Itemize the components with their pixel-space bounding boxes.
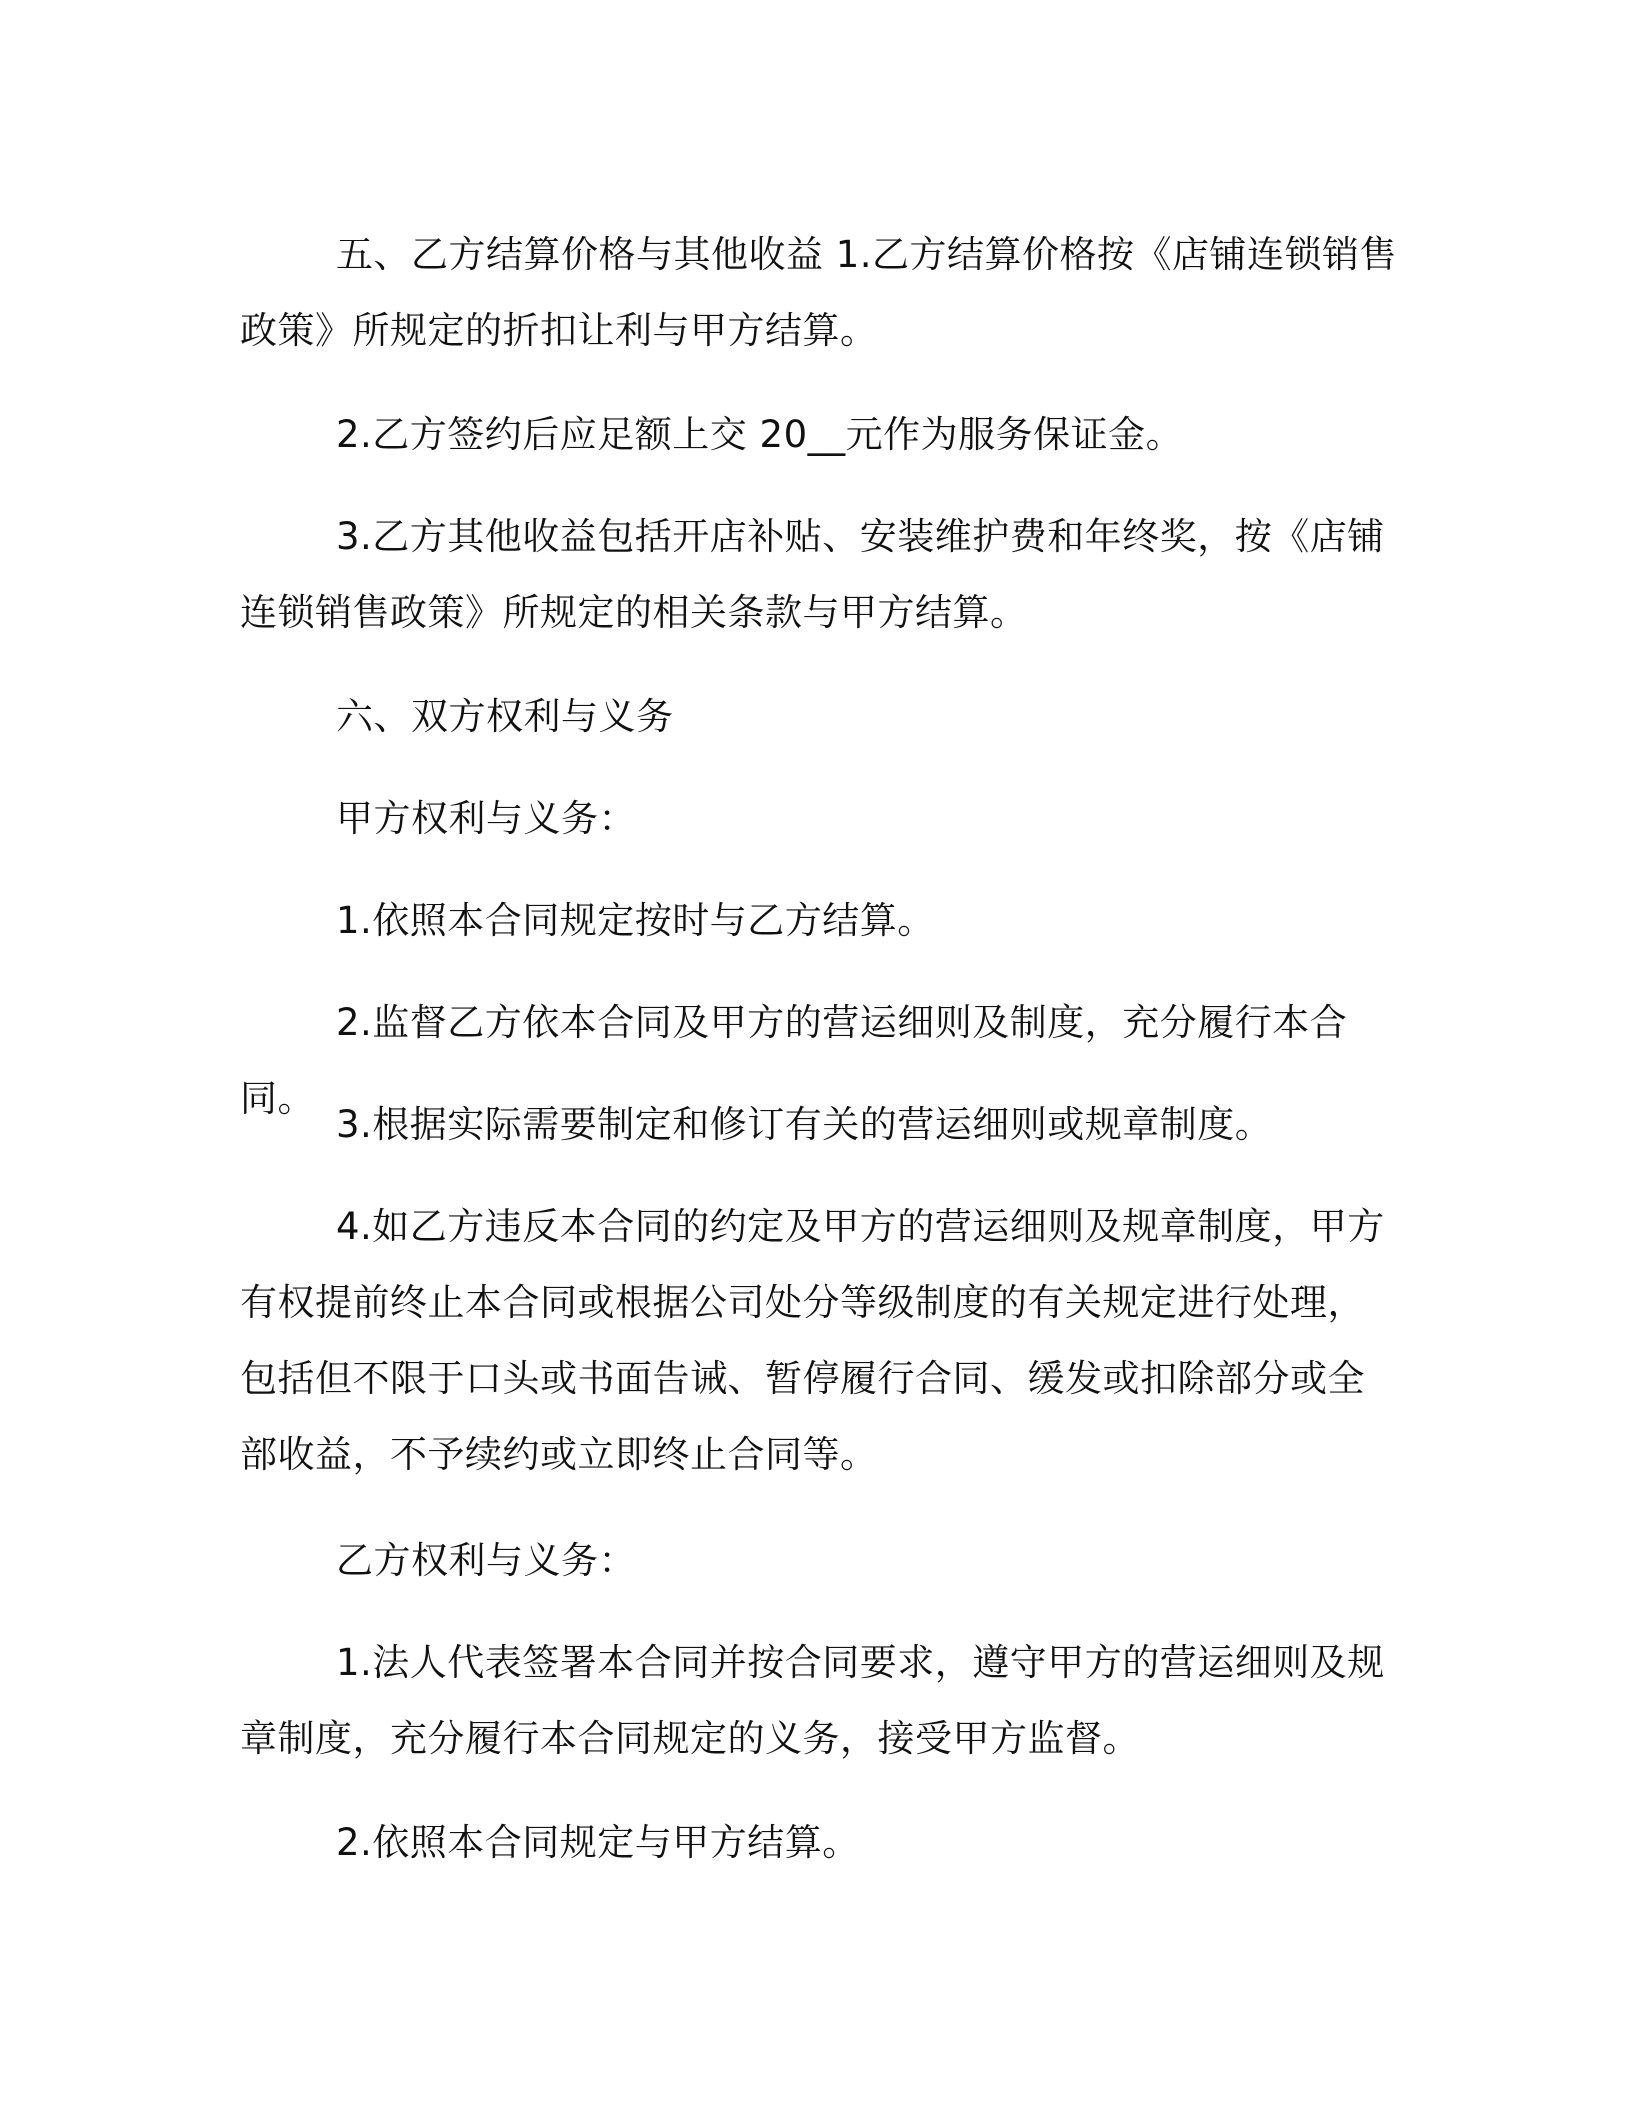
subheading-party-b: 乙方权利与义务： bbox=[336, 1539, 636, 1582]
party-b-item-2: 2.依照本合同规定与甲方结算。 bbox=[336, 1821, 860, 1864]
paragraph-other-income: 3.乙方其他收益包括开店补贴、安装维护费和年终奖，按《店铺连锁销售政策》所规定的相关条款与甲方结算。 bbox=[240, 515, 1385, 634]
party-a-item-3: 3.根据实际需要制定和修订有关的营运细则或规章制度。 bbox=[336, 1103, 1273, 1146]
party-a-item-1: 1.依照本合同规定按时与乙方结算。 bbox=[336, 899, 935, 942]
party-a-item-2: 2.监督乙方依本合同及甲方的营运细则及制度，充分履行本合同。 bbox=[240, 1001, 1348, 1120]
paragraph-service-deposit: 2.乙方签约后应足额上交 20__元作为服务保证金。 bbox=[336, 413, 1184, 456]
subheading-party-a: 甲方权利与义务： bbox=[336, 797, 636, 840]
party-a-item-4: 4.如乙方违反本合同的约定及甲方的营运细则及规章制度，甲方有权提前终止本合同或根据公司处分等级制度的有关规定进行处理，包括但不限于口头或书面告诫、暂停履行合同、缓发或扣除部分或全部收益，不予续约或立即终止合同等。 bbox=[240, 1205, 1385, 1476]
party-b-item-1: 1.法人代表签署本合同并按合同要求，遵守甲方的营运细则及规章制度，充分履行本合同规定的义务，接受甲方监督。 bbox=[240, 1641, 1385, 1760]
paragraph-settlement-price: 五、乙方结算价格与其他收益 1.乙方结算价格按《店铺连锁销售政策》所规定的折扣让利与甲方结算。 bbox=[240, 233, 1398, 352]
section-heading-rights-obligations: 六、双方权利与义务 bbox=[336, 695, 674, 738]
